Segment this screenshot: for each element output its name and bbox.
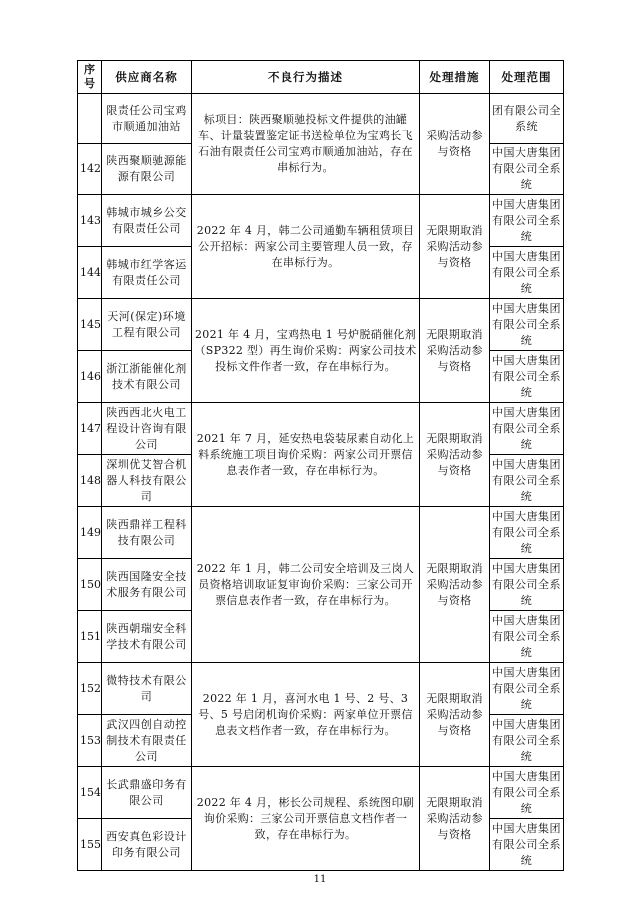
table-header-row bbox=[78, 61, 564, 94]
table-row bbox=[78, 94, 564, 144]
violation-description: 2022 年 4 月，彬长公司规程、系统图印刷询价采购：三家公司开票信息文档作者一致，存在串标行为。 bbox=[192, 767, 420, 871]
handling-scope: 中国大唐集团有限公司全系统 bbox=[490, 144, 564, 195]
supplier-name: 长武鼎盛印务有限公司 bbox=[102, 767, 192, 819]
table-body bbox=[78, 94, 564, 871]
row-number: 149 bbox=[78, 507, 102, 559]
handling-scope: 中国大唐集团有限公司全系统 bbox=[490, 663, 564, 715]
violation-description: 2022 年 1 月，韩二公司安全培训及三岗人员资格培训取证复审询价采购：三家公司开票信息表作者一致，存在串标行为。 bbox=[192, 507, 420, 663]
row-number: 152 bbox=[78, 663, 102, 715]
handling-measure: 无限期取消采购活动参与资格 bbox=[420, 195, 490, 299]
handling-scope: 中国大唐集团有限公司全系统 bbox=[490, 767, 564, 819]
table-row bbox=[78, 507, 564, 559]
handling-measure: 无限期取消采购活动参与资格 bbox=[420, 299, 490, 403]
handling-scope: 中国大唐集团有限公司全系统 bbox=[490, 299, 564, 351]
handling-measure: 无限期取消采购活动参与资格 bbox=[420, 767, 490, 871]
handling-scope: 中国大唐集团有限公司全系统 bbox=[490, 507, 564, 559]
violation-description: 2022 年 1 月，喜河水电 1 号、2 号、3 号、5 号启闭机询价采购：两家单位开票信息表文档作者一致，存在串标行为。 bbox=[192, 663, 420, 767]
supplier-name: 韩城市城乡公交有限责任公司 bbox=[102, 195, 192, 247]
row-number: 146 bbox=[78, 351, 102, 403]
row-number: 143 bbox=[78, 195, 102, 247]
header-measure: 处理措施 bbox=[420, 61, 490, 94]
row-number: 150 bbox=[78, 559, 102, 611]
supplier-name: 陕西朝瑞安全科学技术有限公司 bbox=[102, 611, 192, 663]
supplier-name: 陕西国隆安全技术服务有限公司 bbox=[102, 559, 192, 611]
table-row bbox=[78, 299, 564, 351]
row-number: 145 bbox=[78, 299, 102, 351]
row-number: 155 bbox=[78, 819, 102, 871]
row-number: 142 bbox=[78, 144, 102, 195]
supplier-violation-table bbox=[77, 60, 564, 871]
row-number: 151 bbox=[78, 611, 102, 663]
violation-description: 2021 年 4 月，宝鸡热电 1 号炉脱硝催化剂（SP322 型）再生询价采购：两家公司技术投标文件作者一致，存在串标行为。 bbox=[192, 299, 420, 403]
row-number: 153 bbox=[78, 715, 102, 767]
supplier-name: 韩城市红学客运有限责任公司 bbox=[102, 247, 192, 299]
row-number: 154 bbox=[78, 767, 102, 819]
table-row bbox=[78, 663, 564, 715]
supplier-name: 天河(保定)环境工程有限公司 bbox=[102, 299, 192, 351]
handling-measure: 无限期取消采购活动参与资格 bbox=[420, 663, 490, 767]
supplier-name: 武汉四创自动控制技术有限责任公司 bbox=[102, 715, 192, 767]
handling-scope: 中国大唐集团有限公司全系统 bbox=[490, 195, 564, 247]
handling-scope: 团有限公司全系统 bbox=[490, 94, 564, 144]
handling-scope: 中国大唐集团有限公司全系统 bbox=[490, 455, 564, 507]
supplier-name: 西安真色彩设计印务有限公司 bbox=[102, 819, 192, 871]
supplier-name: 陕西鼎祥工程科技有限公司 bbox=[102, 507, 192, 559]
supplier-name: 深圳优艾智合机器人科技有限公司 bbox=[102, 455, 192, 507]
handling-scope: 中国大唐集团有限公司全系统 bbox=[490, 403, 564, 455]
row-number bbox=[78, 94, 102, 144]
row-number: 147 bbox=[78, 403, 102, 455]
handling-scope: 中国大唐集团有限公司全系统 bbox=[490, 247, 564, 299]
header-seq: 序号 bbox=[78, 61, 102, 94]
handling-scope: 中国大唐集团有限公司全系统 bbox=[490, 819, 564, 871]
violation-description: 2021 年 7 月，延安热电袋装尿素自动化上料系统施工项目询价采购：两家公司开票信息表作者一致，存在串标行为。 bbox=[192, 403, 420, 507]
header-supplier: 供应商名称 bbox=[102, 61, 192, 94]
supplier-name: 陕西西北火电工程设计咨询有限公司 bbox=[102, 403, 192, 455]
page-number: 11 bbox=[313, 874, 327, 885]
handling-scope: 中国大唐集团有限公司全系统 bbox=[490, 715, 564, 767]
supplier-name: 微特技术有限公司 bbox=[102, 663, 192, 715]
table-row bbox=[78, 403, 564, 455]
table-row bbox=[78, 195, 564, 247]
handling-scope: 中国大唐集团有限公司全系统 bbox=[490, 611, 564, 663]
violation-description: 标项目：陕西聚顺驰投标文件提供的油罐车、计量装置鉴定证书送检单位为宝鸡长飞石油有限责任公司宝鸡市顺通加油站，存在串标行为。 bbox=[192, 94, 420, 195]
row-number: 148 bbox=[78, 455, 102, 507]
handling-scope: 中国大唐集团有限公司全系统 bbox=[490, 559, 564, 611]
supplier-name: 陕西聚顺驰源能源有限公司 bbox=[102, 144, 192, 195]
row-number: 144 bbox=[78, 247, 102, 299]
header-description: 不良行为描述 bbox=[192, 61, 420, 94]
handling-scope: 中国大唐集团有限公司全系统 bbox=[490, 351, 564, 403]
handling-measure: 无限期取消采购活动参与资格 bbox=[420, 403, 490, 507]
handling-measure: 采购活动参与资格 bbox=[420, 94, 490, 195]
supplier-name: 限责任公司宝鸡市顺通加油站 bbox=[102, 94, 192, 144]
violation-description: 2022 年 4 月，韩二公司通勤车辆租赁项目公开招标：两家公司主要管理人员一致，存在串标行为。 bbox=[192, 195, 420, 299]
handling-measure: 无限期取消采购活动参与资格 bbox=[420, 507, 490, 663]
table-row bbox=[78, 767, 564, 819]
header-scope: 处理范围 bbox=[490, 61, 564, 94]
supplier-name: 浙江浙能催化剂技术有限公司 bbox=[102, 351, 192, 403]
